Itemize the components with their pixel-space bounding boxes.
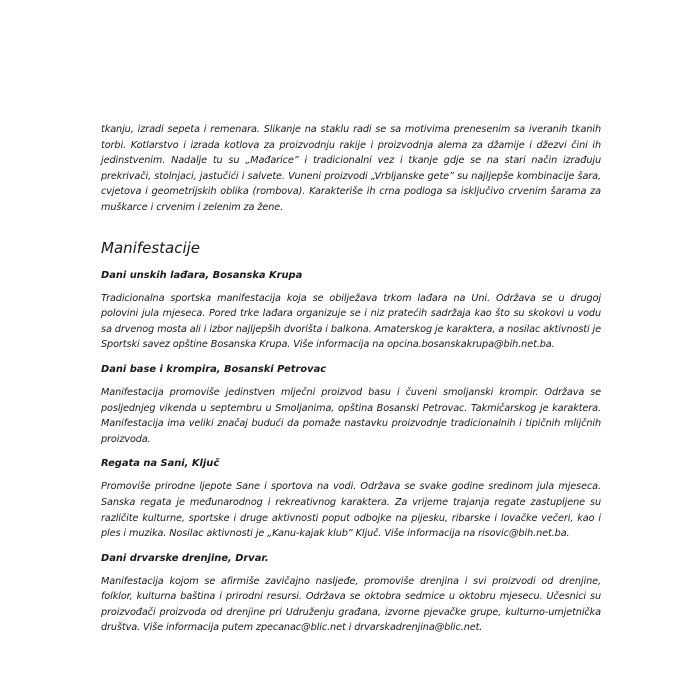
event-title: Dani base i krompira, Bosanski Petrovac — [101, 363, 327, 375]
event-title: Regata na Sani, Ključ — [101, 458, 220, 470]
event-text: Promoviše prirodne ljepote Sane i sportova na vodi. Održava se svake godine sredinom jula mjeseca. Sanska regata je međunarodnog i rekreativnog karaktera. Za vrijeme trajanja regate zastupljene su različite kulturne, sportske i druge aktivnosti poput odbojke na pijesku, ribarske i lovačke večeri, kao i ples i muzika. Nosilac aktivnosti je „Kanu-kajak klub” Ključ. Više informacija na risovic@bih.net.ba. — [101, 481, 601, 540]
event-regata-sana — [101, 457, 601, 541]
event-text: Tradicionalna sportska manifestacija koja se obilježava trkom lađara na Uni. Održava se u drugoj polovini jula mjeseca. Pored trke lađara organizuje se i niz pratećih sadržaja kao što su skokovi u vodu sa drvenog mosta ali i izbor najljepših dvorišta i balkona. Amaterskog je karaktera, a nosilac aktivnosti je Sportski savez opštine Bosanska Krupa. Više informacija na opcina.bosanskakrupa@bih.net.ba. — [101, 292, 601, 351]
event-title: Dani drvarske drenjine, Drvar. — [101, 552, 269, 564]
event-title: Dani unskih lađara, Bosanska Krupa — [101, 269, 303, 281]
document-page — [101, 122, 601, 640]
section-title: Manifestacije — [101, 238, 201, 257]
event-text: Manifestacija kojom se afirmiše zavičajno nasljeđe, promoviše drenjina i svi proizvodi od drenjine, folklor, kulturna baština i prirodni resursi. Održava se oktobra sedmice u oktobru mjesecu. Učesnici su proizvođači proizvoda od drenjine pri Udruženju građana, izvorne pjevačke grupe, kulturno-umjetnička društva. Više informacija putem zpecanac@blic.net i drvarskadrenjina@blic.net. — [101, 575, 601, 634]
event-drvarska-drenjina — [101, 552, 601, 636]
intro-paragraph: tkanju, izradi sepeta i remenara. Slikanje na staklu radi se sa motivima prenesenim sa iveranih tkanih torbi. Kotlarstvo i izrada kotlova za proizvodnju rakije i proizvodnja alema za džamije i džezvi čini ih jedinstvenim. Nadalje tu su „Mađarice” i tradicionalni vez i tkanje gdje se na stari način izrađuju prekrivači, stolnjaci, jastučići i salvete. Vuneni proizvodi „Vrbljanske gete” su najljepše kombinacije šara, cvjetova i geometrijskih oblika (rombova). Karakteriše ih crna podloga sa isključivo crvenim šarama za muškarce i crvenim i zelenim za žene. — [101, 124, 601, 213]
event-text: Manifestacija promoviše jedinstven mlječni proizvod basu i čuveni smoljanski krompir. Održava se posljednjeg vikenda u septembru u Smoljanima, opština Bosanski Petrovac. Takmičarskog je karaktera. Manifestacija ima veliki značaj budući da pomaže nastavku proizvodnje tradicionalnih i tipičnih mlijčnih proizvoda. — [101, 386, 601, 445]
event-unski-ladjari — [101, 269, 601, 353]
event-base-krompir — [101, 363, 601, 447]
